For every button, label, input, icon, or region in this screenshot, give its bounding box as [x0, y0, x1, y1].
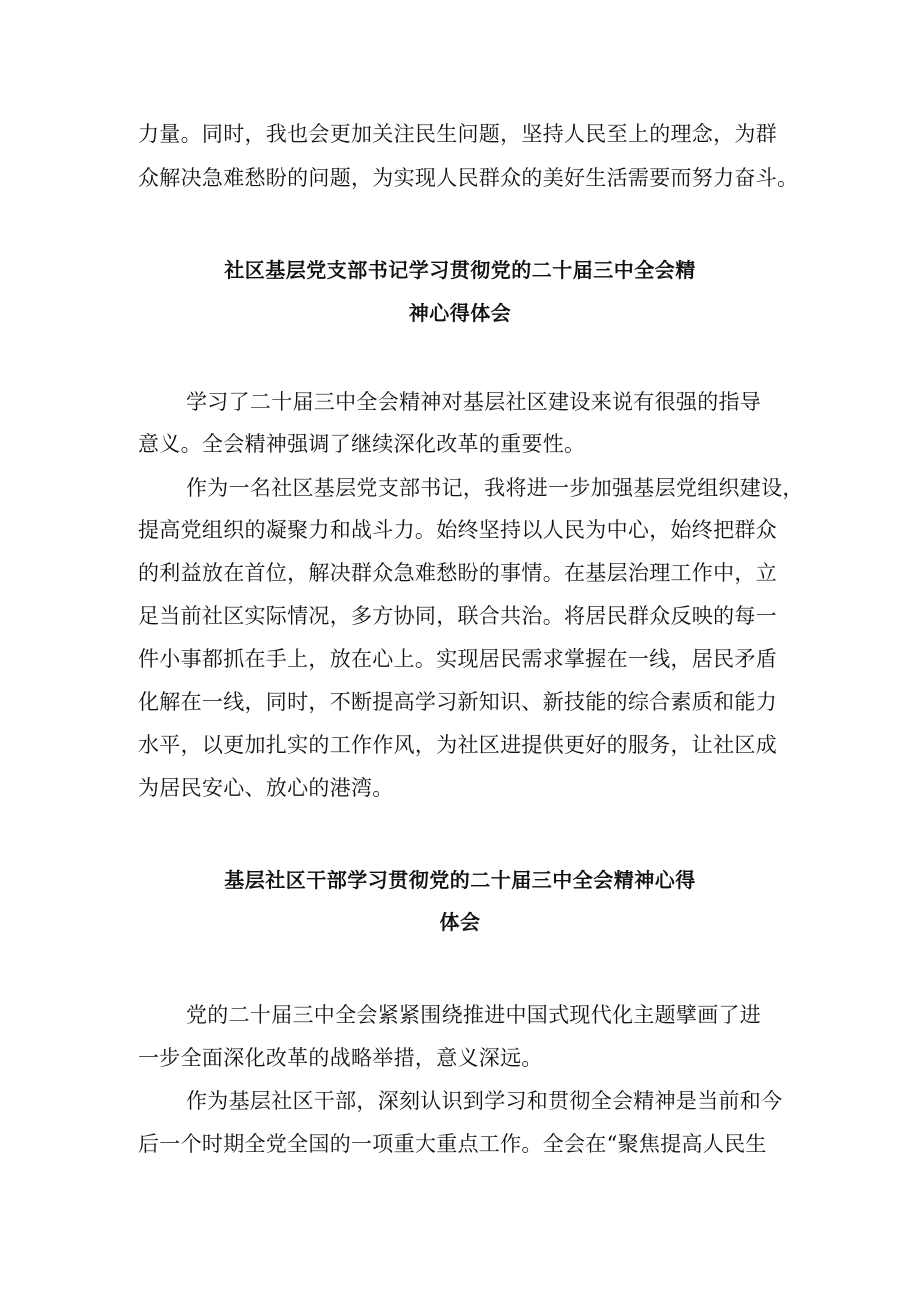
section1-p1-line-2: 意义。全会精神强调了继续深化改革的重要性。: [138, 432, 586, 456]
section1-p2-line-4: 足当前社区实际情况，多方协同，联合共治。将居民群众反映的每一: [138, 604, 777, 628]
section1-p2-line-8: 为居民安心、放心的港湾。: [138, 776, 394, 800]
section1-p2-line-5: 件小事都抓在手上，放在心上。实现居民需求掌握在一线，居民矛盾: [138, 647, 777, 671]
section1-p2-line-1: 作为一名社区基层党支部书记，我将进一步加强基层党组织建设，: [186, 476, 804, 500]
section2-p1-line-2: 一步全面深化改革的战略举措，意义深远。: [138, 1046, 543, 1070]
section1-p2-line-3: 的利益放在首位，解决群众急难愁盼的事情。在基层治理工作中，立: [138, 561, 777, 585]
section2-title-line-1: 基层社区干部学习贯彻党的二十届三中全会精神心得: [224, 868, 696, 892]
section1-title-line-2: 神心得体会: [408, 301, 512, 325]
section1-p2-line-6: 化解在一线，同时，不断提高学习新知识、新技能的综合素质和能力: [138, 690, 777, 714]
section1-p2-line-7: 水平，以更加扎实的工作作风，为社区进提供更好的服务，让社区成: [138, 733, 777, 757]
section1-p1-line-1: 学习了二十届三中全会精神对基层社区建设来说有很强的指导: [186, 390, 762, 414]
intro-line-1: 力量。同时，我也会更加关注民生问题，坚持人民至上的理念，为群: [138, 122, 777, 146]
intro-line-2: 众解决急难愁盼的问题，为实现人民群众的美好生活需要而努力奋斗。: [138, 166, 799, 190]
section1-title-line-1: 社区基层党支部书记学习贯彻党的二十届三中全会精: [224, 258, 696, 282]
section2-p2-line-2: 后一个时期全党全国的一项重大重点工作。全会在“聚焦提高人民生: [138, 1132, 767, 1156]
section2-p2-line-1: 作为基层社区干部，深刻认识到学习和贯彻全会精神是当前和今: [186, 1089, 783, 1113]
section2-title-line-2: 体会: [439, 910, 481, 934]
section1-p2-line-2: 提高党组织的凝聚力和战斗力。始终坚持以人民为中心，始终把群众: [138, 518, 777, 542]
section2-p1-line-1: 党的二十届三中全会紧紧围绕推进中国式现代化主题擘画了进: [186, 1003, 762, 1027]
